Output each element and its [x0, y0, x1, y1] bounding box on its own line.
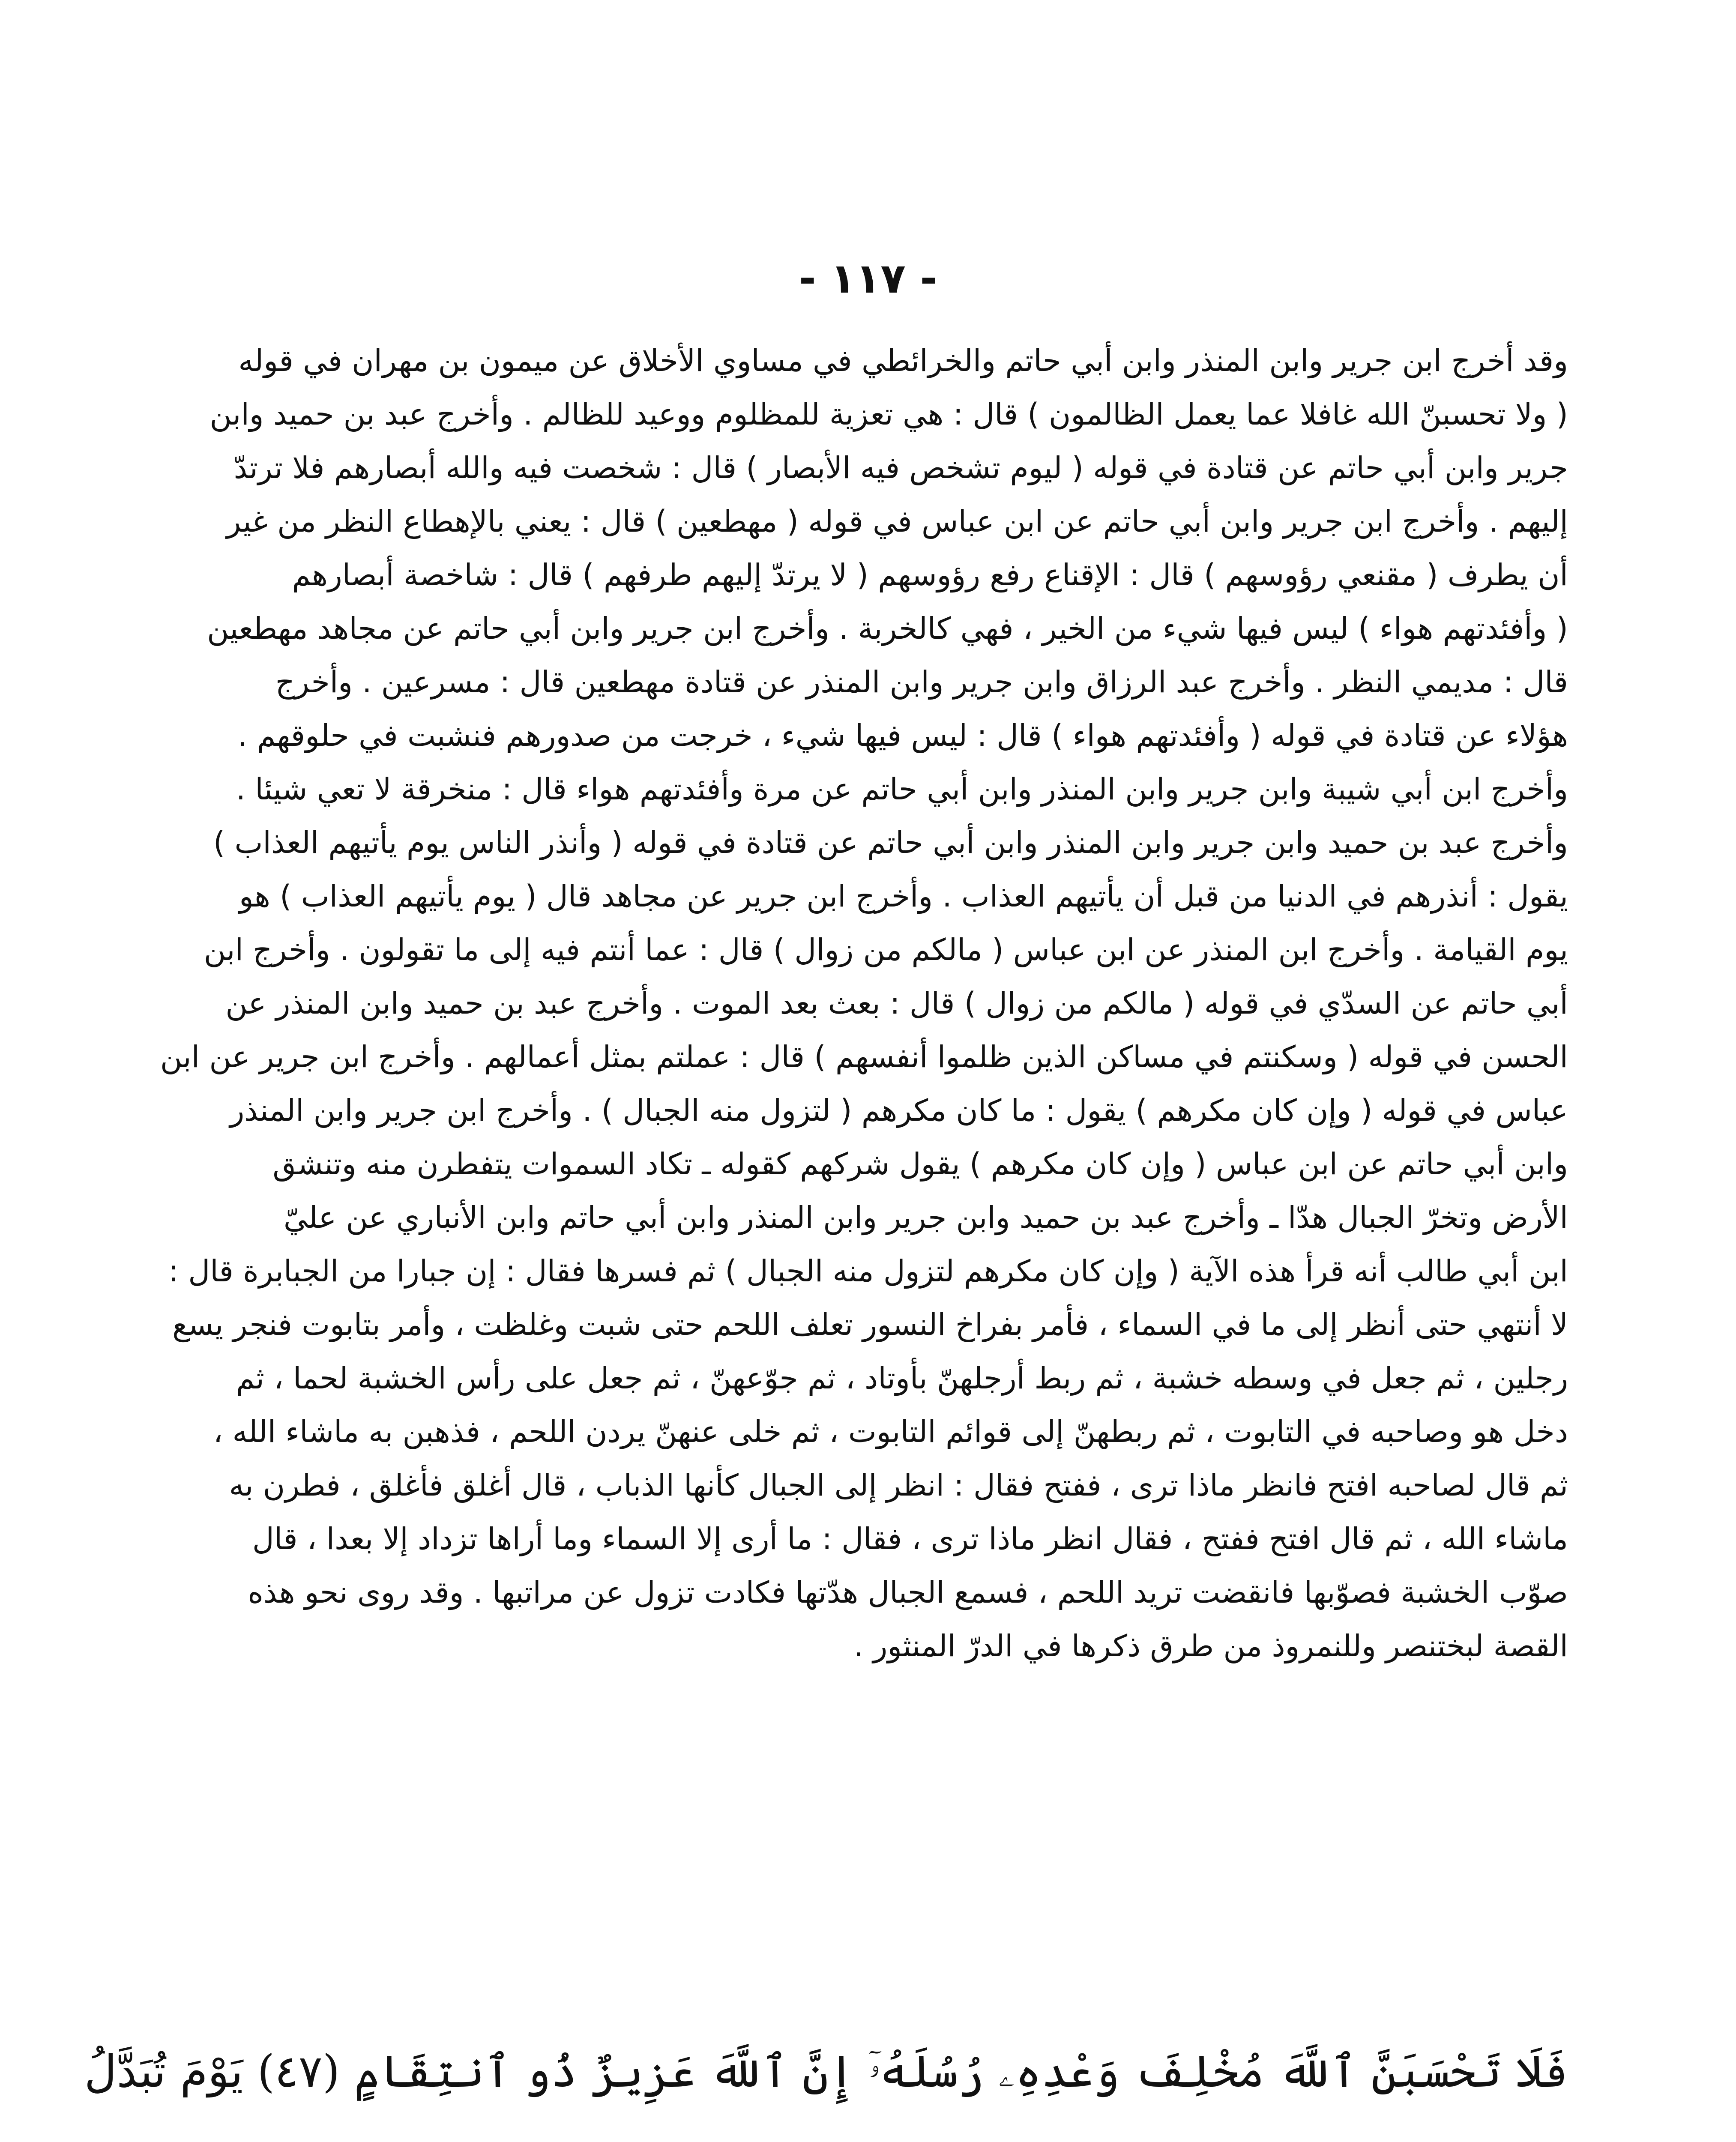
- commentary-line: وأخرج ابن أبي شيبة وابن جرير وابن المنذر وابن أبي حاتم عن مرة وأفئدتهم هواء قال : منخرقة لا تعي شيئا .: [236, 772, 1568, 807]
- commentary-line: وابن أبي حاتم عن ابن عباس ( وإن كان مكرهم ) يقول شركهم كقوله ـ تكاد السموات يتفطرن منه وتنشق: [272, 1146, 1568, 1182]
- commentary-line: وأخرج عبد بن حميد وابن جرير وابن المنذر وابن أبي حاتم عن قتادة في قوله ( وأنذر الناس يوم يأتيهم العذاب ): [213, 825, 1568, 860]
- commentary-line: ماشاء الله ، ثم قال افتح ففتح ، فقال انظر ماذا ترى ، فقال : ما أرى إلا السماء وما أراها تزداد إلا بعدا ، قال: [252, 1521, 1568, 1556]
- commentary-line: أن يطرف ( مقنعي رؤوسهم ) قال : الإقناع رفع رؤوسهم ( لا يرتدّ إليهم طرفهم ) قال : شاخصة أبصارهم: [292, 557, 1568, 592]
- commentary-line: ( وأفئدتهم هواء ) ليس فيها شيء من الخير ، فهي كالخربة . وأخرج ابن جرير وابن أبي حاتم عن مجاهد مهطعين: [207, 611, 1568, 646]
- verse-line: [167, 2133, 1568, 2142]
- commentary-line: قال : مديمي النظر . وأخرج عبد الرزاق وابن جرير وابن المنذر عن قتادة مهطعين قال : مسرعين . وأخرج: [275, 664, 1568, 700]
- commentary-line: الأرض وتخرّ الجبال هدّا ـ وأخرج عبد بن حميد وابن جرير وابن المنذر وابن أبي حاتم وابن الأنباري عن عليّ: [283, 1200, 1568, 1235]
- page-number: - ١١٧ -: [799, 254, 937, 302]
- commentary-text: [160, 334, 1568, 1673]
- commentary-line: يوم القيامة . وأخرج ابن المنذر عن ابن عباس ( مالكم من زوال ) قال : عما أنتم فيه إلى ما تقولون . وأخرج ابن: [204, 932, 1568, 967]
- commentary-line: إليهم . وأخرج ابن جرير وابن أبي حاتم عن ابن عباس في قوله ( مهطعين ) قال : يعني بالإهطاع النظر من غير: [226, 504, 1568, 539]
- verse-line: فَلَا تَحْسَبَنَّ ٱللَّهَ مُخْلِفَ وَعْدِهِۦ رُسُلَهُۥٓ إِنَّ ٱللَّهَ عَزِيزٌ ذُو ٱنتِقَامٍ (٤٧) يَوْمَ تُبَدَّلُ: [84, 2045, 1568, 2097]
- commentary-line: هؤلاء عن قتادة في قوله ( وأفئدتهم هواء ) قال : ليس فيها شيء ، خرجت من صدورهم فنشبت في حلوقهم .: [238, 718, 1568, 753]
- commentary-line: دخل هو وصاحبه في التابوت ، ثم ربطهنّ إلى قوائم التابوت ، ثم خلى عنهنّ يردن اللحم ، فذهبن به ماشاء الله ،: [213, 1414, 1568, 1449]
- commentary-line: ابن أبي طالب أنه قرأ هذه الآية ( وإن كان مكرهم لتزول منه الجبال ) ثم فسرها فقال : إن جبارا من الجبابرة قال :: [168, 1253, 1568, 1289]
- commentary-line: أبي حاتم عن السدّي في قوله ( مالكم من زوال ) قال : بعث بعد الموت . وأخرج عبد بن حميد وابن المنذر عن: [225, 986, 1568, 1021]
- commentary-line: القصة لبختنصر وللنمروذ من طرق ذكرها في الدرّ المنثور .: [853, 1628, 1568, 1663]
- commentary-line: رجلين ، ثم جعل في وسطه خشبة ، ثم ربط أرجلهنّ بأوتاد ، ثم جوّعهنّ ، ثم جعل على رأس الخشبة لحما ، ثم: [236, 1361, 1568, 1396]
- quran-verses: [84, 2009, 1568, 2142]
- commentary-line: لا أنتهي حتى أنظر إلى ما في السماء ، فأمر بفراخ النسور تعلف اللحم حتى شبت وغلظت ، وأمر بتابوت فنجر يسع: [172, 1307, 1568, 1342]
- commentary-line: ثم قال لصاحبه افتح فانظر ماذا ترى ، ففتح فقال : انظر إلى الجبال كأنها الذباب ، قال أغلق فأغلق ، فطرن به: [229, 1468, 1568, 1503]
- commentary-line: الحسن في قوله ( وسكنتم في مساكن الذين ظلموا أنفسهم ) قال : عملتم بمثل أعمالهم . وأخرج ابن جرير عن ابن: [160, 1039, 1568, 1074]
- commentary-line: وقد أخرج ابن جرير وابن المنذر وابن أبي حاتم والخرائطي في مساوي الأخلاق عن ميمون بن مهران في قوله: [238, 343, 1568, 378]
- commentary-line: يقول : أنذرهم في الدنيا من قبل أن يأتيهم العذاب . وأخرج ابن جرير عن مجاهد قال ( يوم يأتيهم العذاب ) هو: [239, 879, 1568, 914]
- commentary-line: صوّب الخشبة فصوّبها فانقضت تريد اللحم ، فسمع الجبال هدّتها فكادت تزول عن مراتبها . وقد روى نحو هذه: [248, 1575, 1568, 1610]
- commentary-line: عباس في قوله ( وإن كان مكرهم ) يقول : ما كان مكرهم ( لتزول منه الجبال ) . وأخرج ابن جرير وابن المنذر: [230, 1093, 1568, 1128]
- commentary-line: ( ولا تحسبنّ الله غافلا عما يعمل الظالمون ) قال : هي تعزية للمظلوم ووعيد للظالم . وأخرج عبد بن حميد وابن: [210, 397, 1568, 432]
- commentary-line: جرير وابن أبي حاتم عن قتادة في قوله ( ليوم تشخص فيه الأبصار ) قال : شخصت فيه والله أبصارهم فلا ترتدّ: [233, 450, 1568, 485]
